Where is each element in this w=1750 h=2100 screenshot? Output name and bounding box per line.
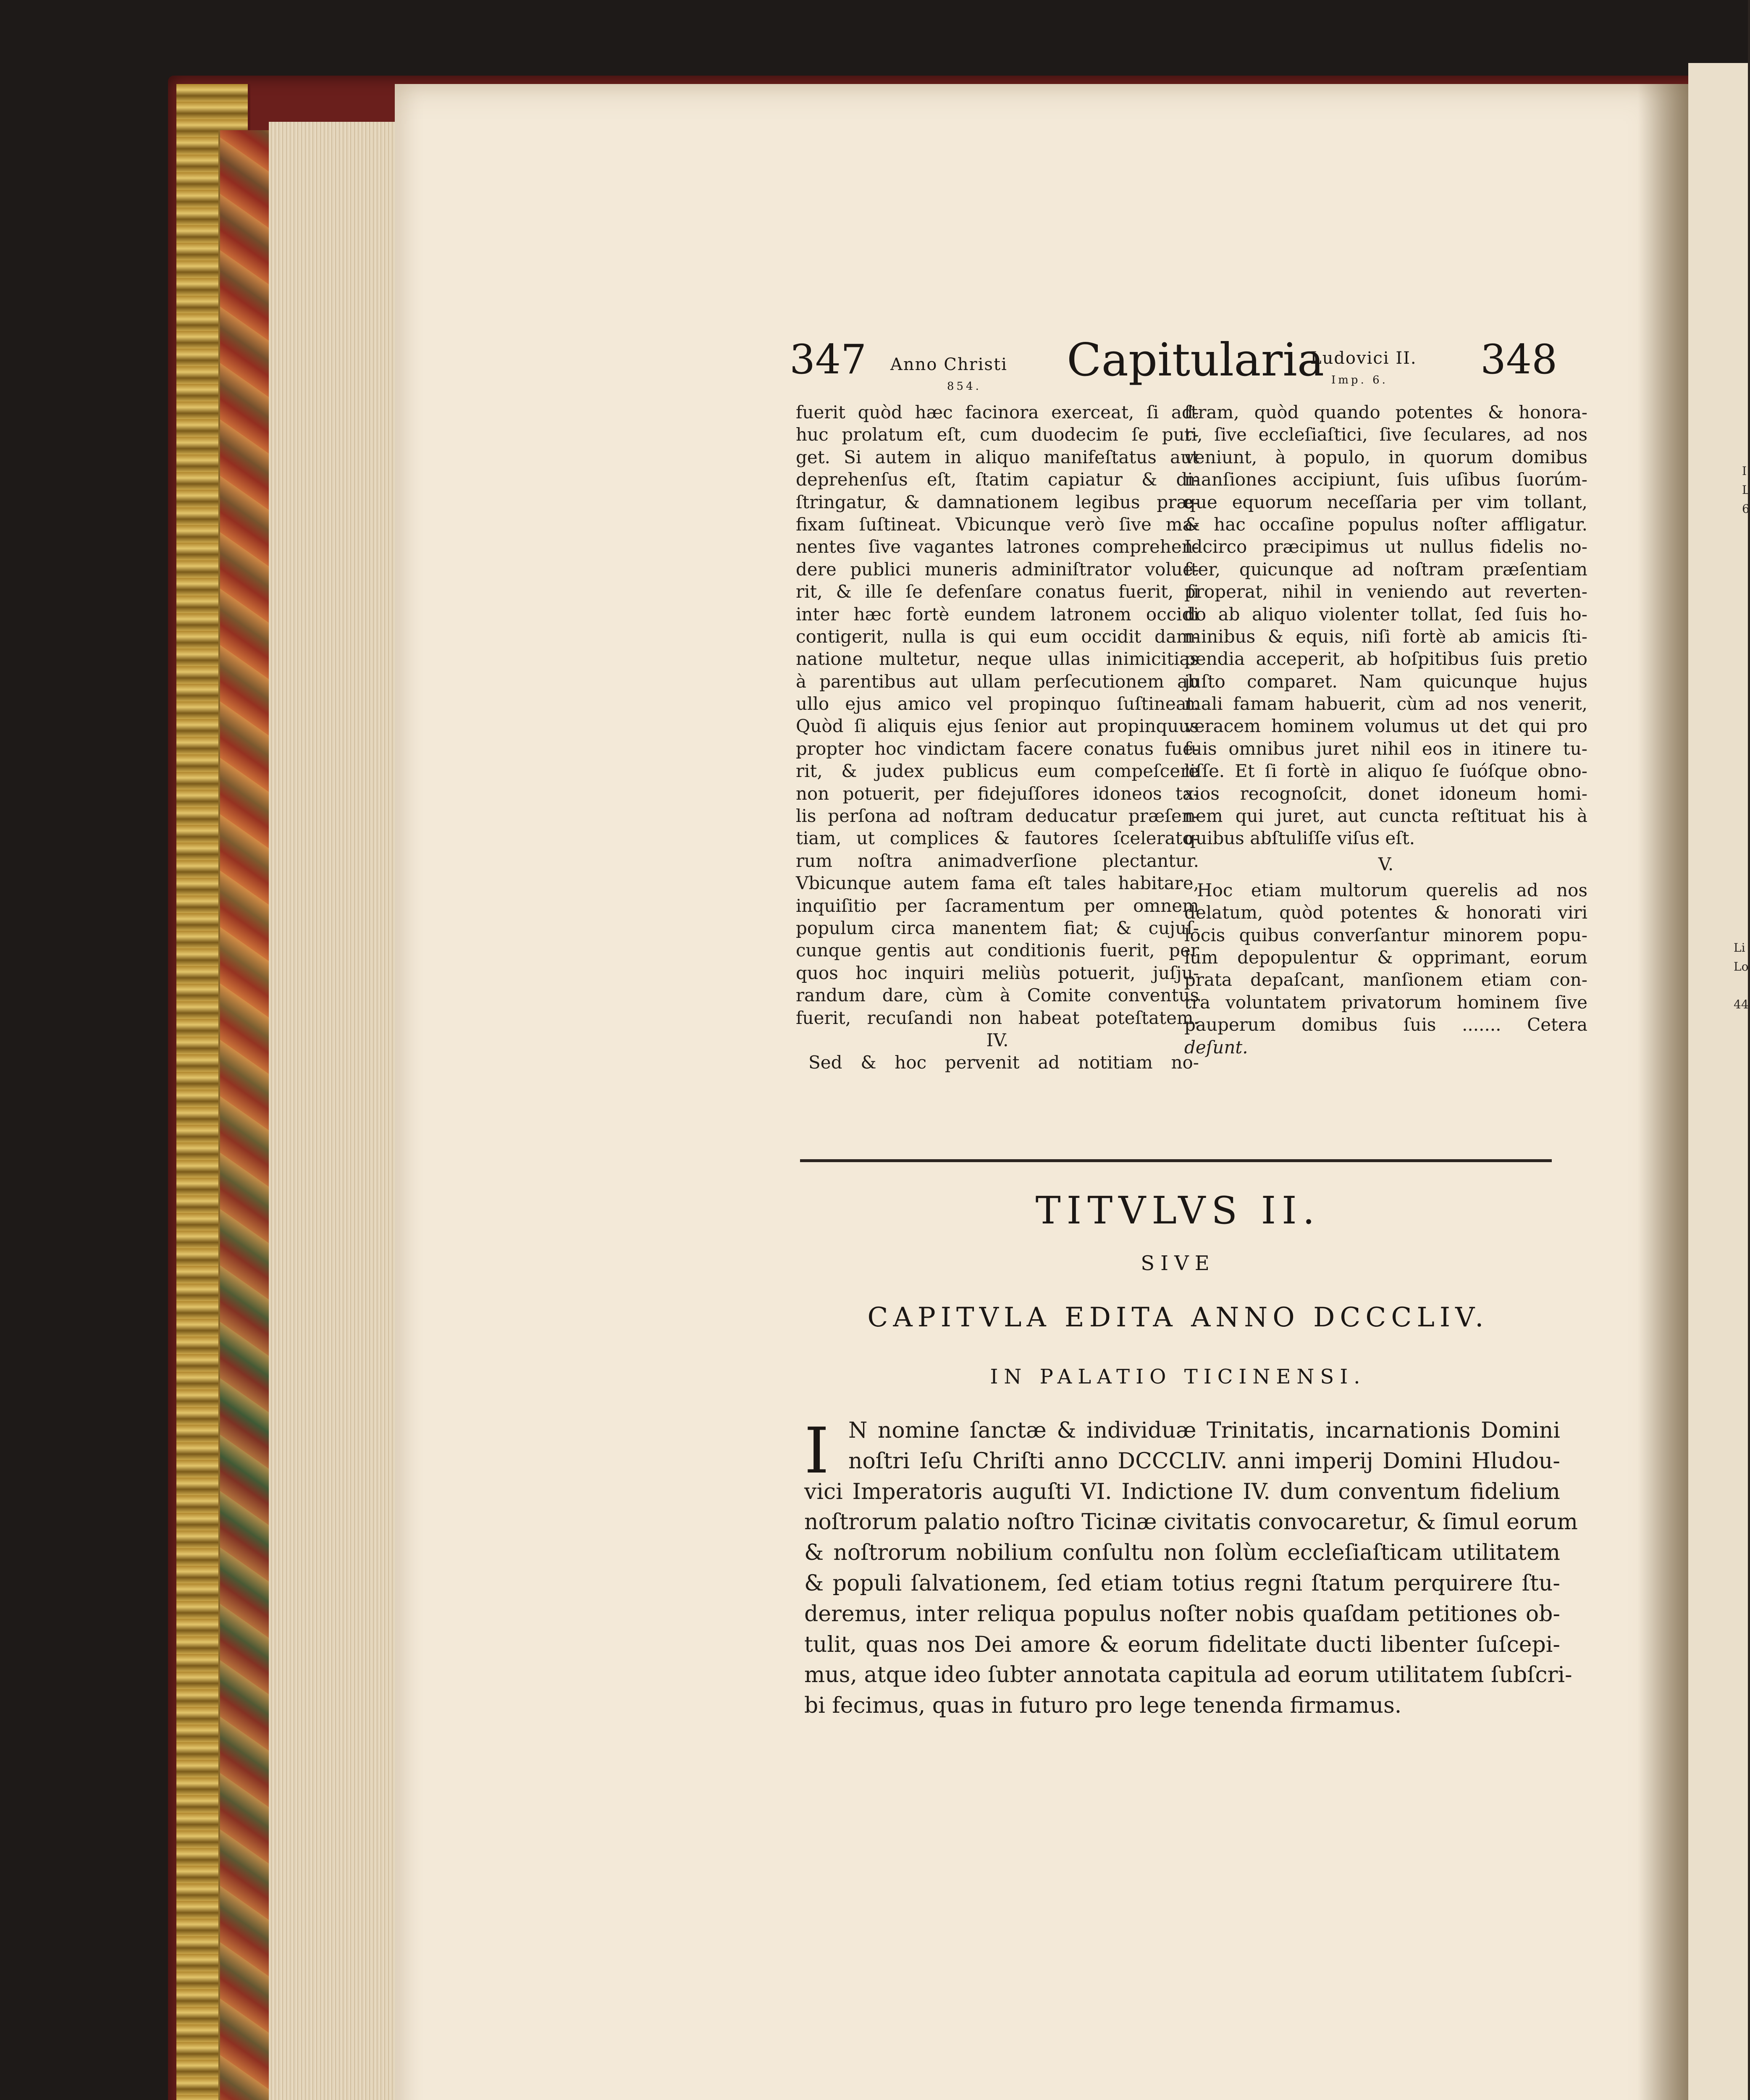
running-head-imp: Imp. 6. [1331,374,1388,386]
capitula-heading: CAPITVLA EDITA ANNO DCCCLIV. [867,1302,1489,1333]
titulus-heading: TITVLVS II. [1035,1189,1321,1233]
text-line: rit, & judex publicus eum compeſcere [796,761,1199,782]
text-line: fixam ſuſtineat. Vbicunque verò ſive ma- [796,514,1199,535]
text-line: veracem hominem volumus ut det qui pro [1184,716,1587,737]
text-line: vici Imperatoris auguſti VI. Indictione IV. dum conventum fidelium [804,1479,1560,1504]
text-line: tulit, quas nos Dei amore & eorum fidelitate ducti libenter ſuſcepi- [804,1632,1560,1657]
text-line: Quòd ſi aliquis ejus ſenior aut propinquus [796,716,1199,737]
text-line: propter hoc vindictam facere conatus fue- [796,738,1199,759]
text-line: ſter, quicunque ad noſtram præſentiam [1184,559,1587,580]
next-page-fragment: Li [1734,941,1745,955]
text-line: tra voluntatem privatorum hominem ſive [1184,992,1587,1013]
text-line: liſſe. Et ſi fortè in aliquo ſe ſuóſque obno- [1184,761,1587,782]
text-line: xios recognoſcit, donet idoneum homi- [1184,783,1587,804]
text-line: bi fecimus, quas in futuro pro lege tenenda firmamus. [804,1693,1402,1719]
text-line: & hac occaſine populus noſter affligatur. [1184,514,1587,535]
text-line: noſtri Ieſu Chriſti anno DCCCLIV. anni imperij Domini Hludou- [848,1448,1560,1474]
page-number-left: 347 [790,336,867,383]
palatio-heading: IN PALATIO TICINENSI. [990,1365,1366,1389]
sive-heading: SIVE [1141,1252,1215,1275]
text-line: locis quibus converſantur minorem popu- [1184,924,1587,945]
text-line: deſunt. [1184,1037,1248,1058]
text-line: dere publici muneris adminiſtrator volue- [796,559,1199,580]
next-page-fragment: 6 [1742,502,1750,516]
text-line: ti, ſive eccleſiaſtici, ſive ſeculares, ad nos [1184,424,1587,445]
text-line: natione multetur, neque ullas inimicitias [796,648,1199,669]
text-line: nem qui juret, aut cuncta reſtituat his à [1184,806,1587,827]
text-line: N nomine ſanctæ & individuæ Trinitatis, incarnationis Domini [848,1418,1560,1443]
text-line: mali famam habuerit, cùm ad nos venerit, [1184,693,1587,714]
text-line: deremus, inter reliqua populus noſter nobis quaſdam petitiones ob- [804,1601,1560,1627]
text-line: tiam, ut complices & fautores ſcelerato- [796,828,1199,849]
running-head-year: 854. [947,380,981,393]
page [395,84,1688,2100]
text-line: & noſtrorum nobilium conſultu non ſolùm eccleſiaſticam utilitatem [804,1540,1560,1566]
text-line: delatum, quòd potentes & honorati viri [1184,902,1587,923]
text-line: quos hoc inquiri meliùs potuerit, juſju- [796,962,1199,983]
drop-cap: I [804,1415,829,1488]
text-line: lis perſona ad noſtram deducatur præſen- [796,806,1199,827]
text-line: pendia acceperit, ab hoſpitibus ſuis pretio [1184,648,1587,669]
text-line: deprehenſus eſt, ſtatim capiatur & di- [796,469,1199,490]
page-edges [269,122,395,2100]
text-line: fuerit, recuſandi non habeat poteſtatem. [796,1007,1199,1028]
next-page-fragment: Lo [1734,960,1749,974]
section-heading: IV. [986,1029,1009,1050]
text-line: quibus abſtuliſſe viſus eſt. [1184,828,1415,849]
text-line: ſtram, quòd quando potentes & honora- [1184,402,1587,423]
text-line: veniunt, à populo, in quorum domibus [1184,446,1587,467]
text-line: properat, nihil in veniendo aut reverten- [1184,581,1587,602]
text-line: rit, & ille ſe defenſare conatus fuerit, ſi [796,581,1199,602]
horizontal-rule [800,1159,1552,1162]
text-line: que equorum neceſſaria per vim tollant, [1184,491,1587,512]
text-line: do ab aliquo violenter tollat, ſed ſuis ho- [1184,604,1587,625]
next-page-fragment: I [1742,464,1747,478]
text-line: inquiſitio per ſacramentum per omnem [796,895,1199,916]
text-line: contigerit, nulla is qui eum occidit dam- [796,626,1199,647]
running-head-anno: Anno Christi [890,355,1007,374]
text-line: Idcirco præcipimus ut nullus fidelis no- [1184,536,1587,557]
text-line: noſtrorum palatio noſtro Ticinæ civitatis convocaretur, & ſimul eorum [804,1509,1578,1535]
text-line: minibus & equis, niſi fortè ab amicis ſti- [1184,626,1587,647]
page-number-right: 348 [1480,336,1558,383]
left-column [796,401,1199,1074]
marbled-endpaper [218,130,272,2100]
text-line: manſiones accipiunt, ſuis uſibus ſuorúm- [1184,469,1587,490]
text-line: juſto comparet. Nam quicunque hujus [1184,671,1587,692]
text-line: & populi ſalvationem, ſed etiam totius regni ſtatum perquirere ſtu- [804,1570,1560,1596]
page-title: Capitularia [1067,334,1325,386]
text-line: mus, atque ideo ſubter annotata capitula ad eorum utilitatem ſubſcri- [804,1662,1572,1688]
text-line: Sed & hoc pervenit ad notitiam no- [808,1052,1199,1073]
text-line: huc prolatum eſt, cum duodecim ſe pur- [796,424,1199,445]
text-line: ullo ejus amico vel propinquo ſuſtineat. [796,693,1199,714]
next-page-edge [1688,63,1748,2100]
gutter-shadow [1638,84,1688,2100]
text-line: rum noſtra animadverſione plectantur. [796,850,1199,871]
next-page-fragment: 44 [1734,998,1749,1011]
text-line: get. Si autem in aliquo manifeſtatus aut [796,446,1199,467]
text-line: populum circa manentem fiat; & cujuſ- [796,917,1199,938]
text-line: prata depaſcant, manſionem etiam con- [1184,969,1587,990]
text-line: ſuis omnibus juret nihil eos in itinere tu- [1184,738,1587,759]
intro-paragraph [804,1415,1578,1721]
text-line: nentes ſive vagantes latrones comprehen- [796,536,1199,557]
text-line: inter hæc fortè eundem latronem occidi [796,604,1199,625]
section-heading: V. [1378,853,1394,874]
text-line: pauperum domibus ſuis ....... Cetera [1184,1014,1587,1035]
text-line: randum dare, cùm à Comite conventus [796,985,1199,1006]
text-line: Vbicunque autem fama eſt tales habitare, [796,873,1199,894]
text-line: cunque gentis aut conditionis fuerit, per [796,940,1199,961]
text-line: non potuerit, per fidejuſſores idoneos ta- [796,783,1199,804]
text-line: lum depopulentur & opprimant, eorum [1184,947,1587,968]
text-line: fuerit quòd hæc facinora exerceat, ſi ad- [796,402,1199,423]
text-line: Hoc etiam multorum querelis ad nos [1197,879,1587,900]
next-page-fragment: L [1742,483,1750,497]
text-line: ſtringatur, & damnationem legibus præ- [796,491,1199,512]
running-head-ludovici: Ludovici II. [1310,349,1417,368]
text-line: à parentibus aut ullam perſecutionem ab [796,671,1199,692]
right-column [1184,401,1587,1058]
